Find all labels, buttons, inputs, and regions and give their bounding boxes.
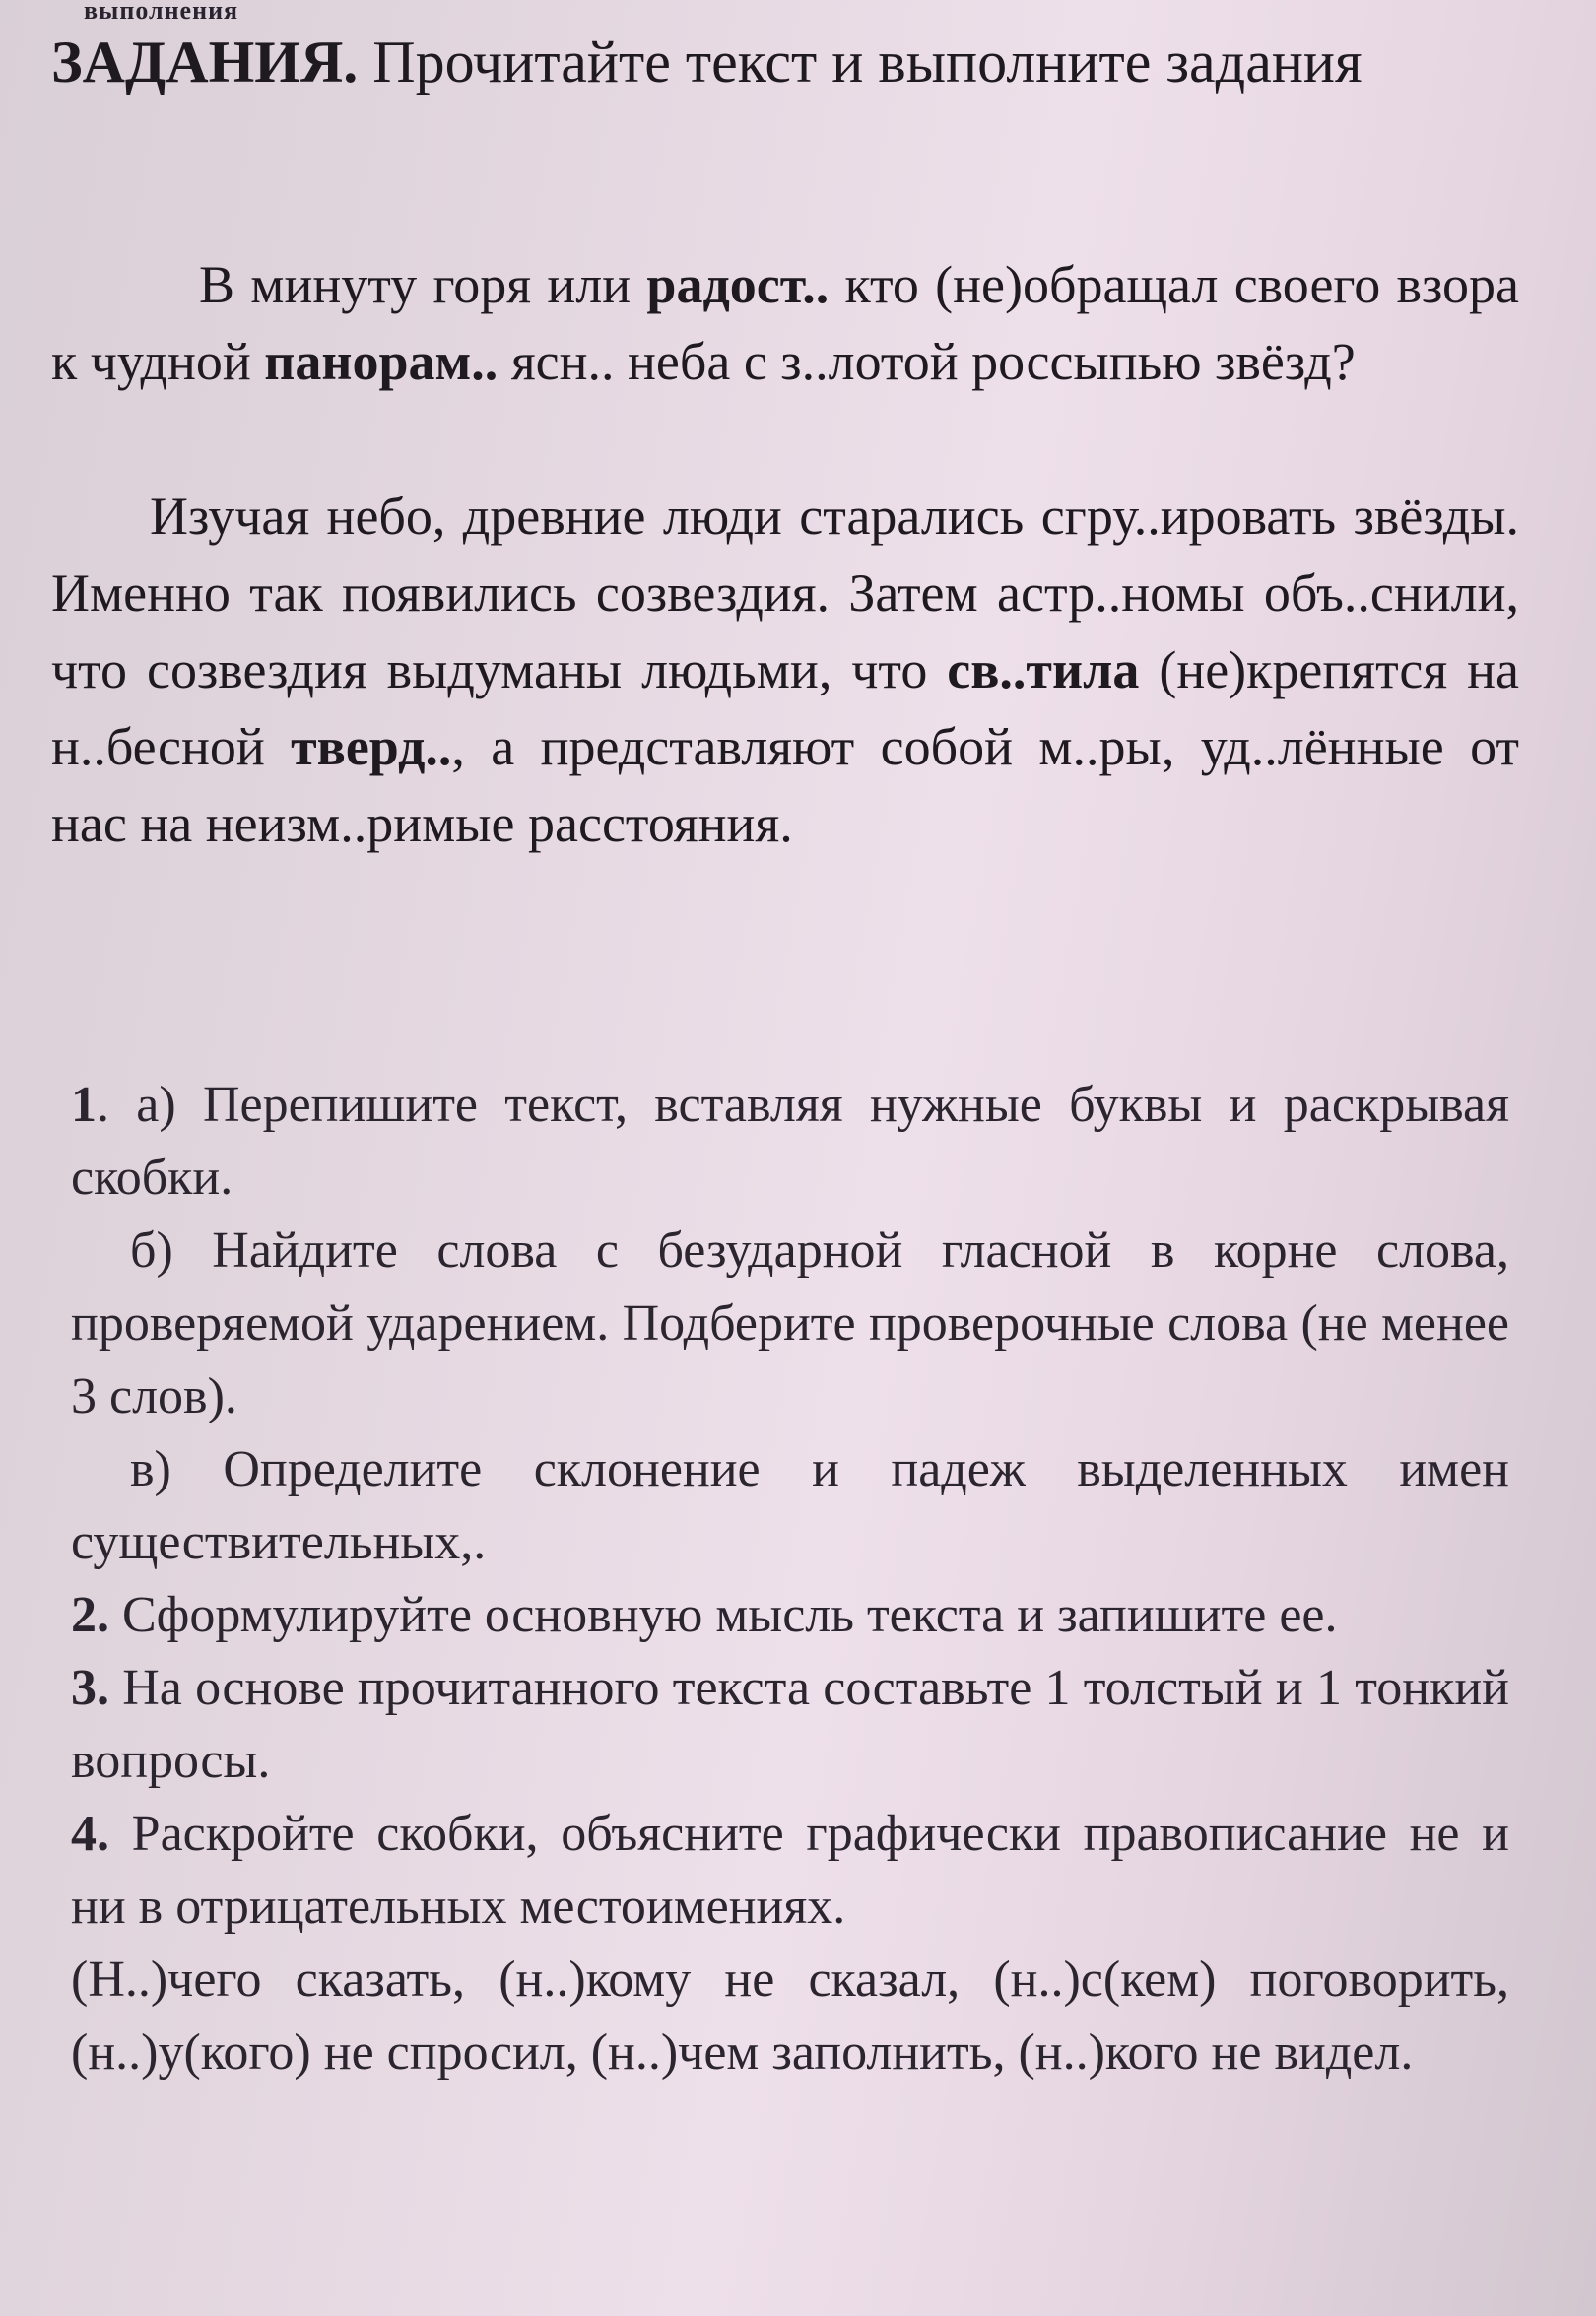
heading-instruction: Прочитайте текст и выполните задания: [358, 30, 1363, 95]
text-paragraph-1: [51, 246, 1519, 400]
task-4-word-list: (Н..)чего сказать, (н..)кому не сказал, (н..)с(кем) поговорить, (н..)у(кого) не спросил, (н..)чем заполнить, (н..)кого не видел.: [71, 1952, 1509, 2081]
p1-segment-2: кто (не)обращал своего взора к чудной: [51, 255, 1519, 391]
task-4-text: Раскройте скобки, объясните графически правописание не и ни в отрицательных местоимениях.: [71, 1806, 1509, 1935]
task-1c-text: в) Определите склонение и падеж выделенных имен существительных,.: [71, 1441, 1509, 1570]
task-4: [71, 1798, 1509, 1944]
p2-highlight-word-1: св..тила: [947, 640, 1140, 699]
task-3-text: На основе прочитанного текста составьте 1 толстый и 1 тонкий вопросы.: [71, 1660, 1509, 1789]
task-1c: [71, 1433, 1509, 1579]
task-1b-text: б) Найдите слова с безударной гласной в корне слова, проверяемой ударением. Подберите проверочные слова (не менее 3 слов).: [71, 1223, 1509, 1424]
task-3: [71, 1652, 1509, 1798]
p2-highlight-word-2: тверд..: [291, 717, 452, 776]
text-paragraph-2: [51, 478, 1519, 862]
assignment-heading: [51, 18, 1529, 106]
task-4-number: 4.: [71, 1806, 109, 1862]
task-4-words: [71, 1944, 1509, 2089]
task-1a: [71, 1069, 1509, 1215]
p1-highlight-word-2: панорам..: [264, 332, 499, 391]
task-1b: [71, 1215, 1509, 1433]
p2-segment-3: , а представляют собой м..ры, уд..лённые от нас на неизм..римые расстояния.: [51, 717, 1519, 853]
heading-label: ЗАДАНИЯ.: [51, 30, 359, 95]
task-1a-text: . а) Перепишите текст, вставляя нужные буквы и раскрывая скобки.: [71, 1077, 1509, 1206]
tasks-list: [71, 1069, 1509, 2089]
p1-highlight-word-1: радост..: [646, 255, 830, 314]
cut-off-top-line: выполнения: [84, 0, 239, 25]
p1-segment-3: ясн.. неба с з..лотой россыпью звёзд?: [498, 332, 1356, 391]
task-1-number: 1: [71, 1077, 97, 1133]
p2-segment-1: Изучая небо, древние люди старались сгру..ировать звёзды. Именно так появились созвездия. Затем астр..номы объ..снили, что созвездия выдуманы людьми, что: [51, 487, 1519, 699]
task-2-number: 2.: [71, 1587, 109, 1643]
p1-segment-1: В минуту горя или: [199, 255, 647, 314]
p2-segment-2: (не)крепятся на н..бесной: [51, 640, 1519, 776]
task-3-number: 3.: [71, 1660, 109, 1716]
task-2: [71, 1579, 1509, 1652]
task-2-text: Сформулируйте основную мысль текста и запишите ее.: [109, 1587, 1338, 1643]
